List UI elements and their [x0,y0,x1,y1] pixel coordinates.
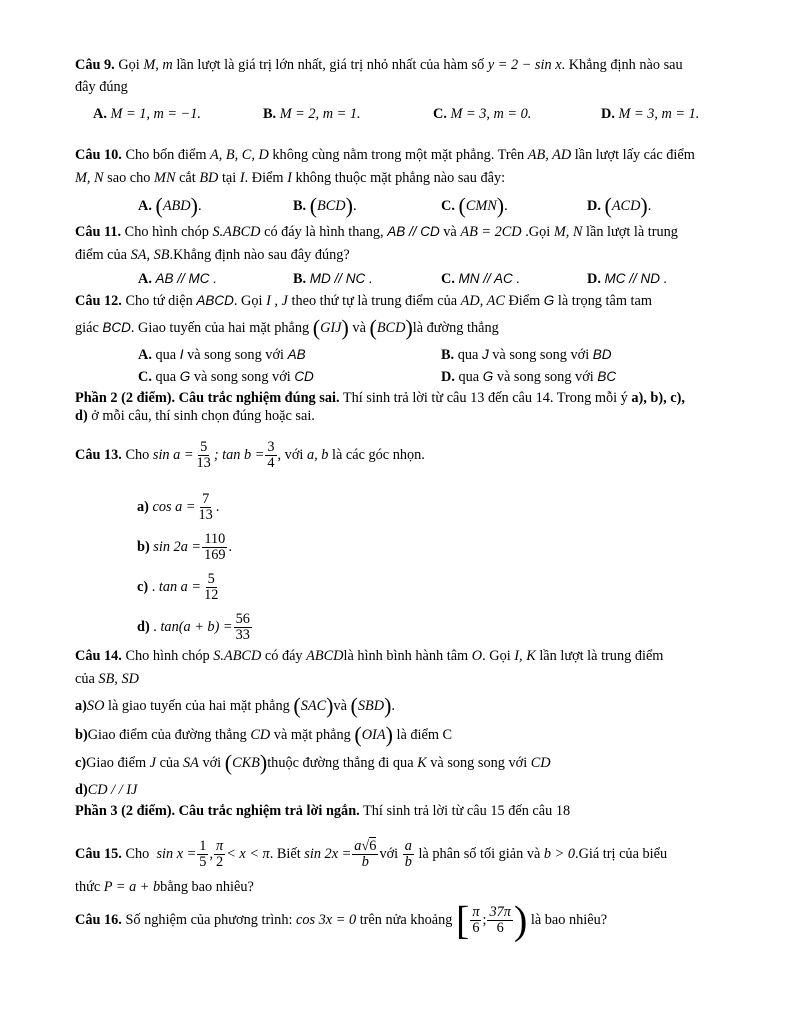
q12-text: Điểm [508,293,541,309]
fraction-numerator: π [472,904,480,921]
q11-text: có đáy là hình thang, [264,224,384,240]
item-plane: SBD [357,698,385,714]
fraction-denominator: 33 [235,627,250,644]
q10-option-c: C. (CMN). [441,193,508,218]
q16-text: là bao nhiêu? [530,912,608,928]
q12-plane: BCD [376,320,406,336]
q13-math: sin a = [152,447,194,463]
option-math: CD [294,369,314,384]
q9-number: Câu 9. [75,57,115,73]
option-text: qua [458,369,480,385]
option-value: M = 2, m = 1. [279,106,361,122]
q10-math: MN [154,170,176,186]
option-math: BD [592,347,612,362]
item-label: a) [137,499,149,515]
fraction-denominator: 6 [472,920,480,937]
item-math: tan(a + b) = [160,619,233,635]
q12-option-c [138,368,314,386]
q10-option-a: A. (ABD). [138,193,202,218]
option-label: C. [433,106,447,122]
fraction-numerator: π [216,838,224,855]
q14-math: ABCD [306,648,344,664]
q9-text: . Khẳng định nào sau [561,57,683,73]
q12-number: Câu 12. [75,293,122,309]
q11-line1 [75,223,678,241]
q12-text: giác [75,320,99,336]
item-text: là điểm C [396,727,453,743]
option-label: A. [138,271,152,287]
q15-fraction [403,839,414,870]
option-text: qua [457,347,479,363]
q15-math: < x < π [226,846,270,862]
q11-number: Câu 11. [75,224,122,240]
option-text: qua [155,369,177,385]
option-label: C. [441,198,455,214]
q12-text: Cho tứ diện [125,293,193,309]
q16-text: Số nghiệm của phương trình: [125,912,293,928]
q13-text: , với [277,447,304,463]
q15-line2 [75,878,254,896]
fraction-denominator: b [361,854,369,871]
q9-line1 [75,56,683,74]
fraction-denominator: 12 [204,587,219,604]
option-text: qua [155,347,177,363]
item-plane: OIA [361,727,386,743]
q15-text: bằng bao nhiêu? [160,879,254,895]
option-label: D. [587,198,601,214]
q11-math: AB = 2CD [460,224,522,240]
fraction-denominator: 4 [267,455,275,472]
q9-math: M, m [143,57,173,73]
fraction-denominator: 13 [198,507,213,524]
q12-text: là đường thẳng [412,320,499,336]
q14-math: S.ABCD [213,648,262,664]
item-math: J [149,755,156,771]
part2-text: d) [75,408,88,424]
item-text: và mặt phẳng [273,727,351,743]
q10-line2 [75,169,505,187]
q11-option-a [138,270,217,288]
q12-text: và [352,320,366,336]
part2-title: Phần 2 (2 điểm). Câu trắc nghiệm đúng sai. [75,390,340,406]
item-math: tan a = [158,579,202,595]
q10-text: . Điểm [244,170,284,186]
option-value: M = 1, m = −1. [110,106,201,122]
q10-math: I [287,170,292,186]
q15-fraction [197,839,208,870]
option-label: B. [293,198,307,214]
q14-text: lần lượt là trung điểm [539,648,664,664]
q10-number: Câu 10. [75,147,122,163]
q10-option-d: D. (ACD). [587,193,652,218]
q10-text: sao cho [107,170,151,186]
option-math: BC [597,369,617,384]
option-value: M = 3, m = 0. [450,106,532,122]
q13-item-d [137,610,253,644]
q10-text: không thuộc mặt phẳng nào sau đây: [295,170,506,186]
item-text: . [215,499,220,515]
part2-line2 [75,407,315,425]
q14-item-d [75,781,137,799]
q16-fraction [470,905,481,936]
q12-math: I , J [266,293,288,309]
q12-text: . Giao tuyến của hai mặt phẳng [130,320,310,336]
q16-number: Câu 16. [75,912,122,928]
q12-text: là trọng tâm tam [557,293,652,309]
q15-number: Câu 15. [75,846,122,862]
q13-fraction [195,440,213,471]
option-value: AB // MC . [155,271,217,286]
item-text: Giao điểm [86,755,147,771]
q16-text: trên nửa khoảng [359,912,453,928]
q11-math: AB // CD [387,224,440,239]
option-value: ACD [611,198,641,214]
fraction-denominator: 169 [204,547,226,564]
q14-item-c: c)Giao điểm J của SA với (CKB)thuộc đường thẳng đi qua K và song song với CD [75,750,551,775]
q13-item-b [137,530,232,564]
q12-math: ABCD [196,293,234,308]
q10-math: M, N [75,170,104,186]
option-value: M = 3, m = 1. [618,106,700,122]
fraction-denominator: 5 [199,854,207,871]
item-math: CD / / IJ [87,782,138,798]
item-fraction [197,492,215,523]
q14-math: I, K [514,648,536,664]
option-label: B. [293,271,307,287]
item-label: d) [137,619,150,635]
q14-line1 [75,647,663,665]
item-math: K [417,755,427,771]
fraction-numerator: 56 [235,611,250,628]
q15-text: .Giá trị của biểu [575,846,668,862]
q12-math: BCD [102,320,131,335]
q12-math: G [543,293,555,308]
fraction-numerator: a [354,838,362,855]
item-text: của [159,755,180,771]
q11-math: SA, SB [130,247,170,263]
item-text: với [202,755,222,771]
q16-math: cos 3x = 0 [296,912,357,928]
q11-text: điểm của [75,247,128,263]
item-math: CD [250,727,271,743]
q13-math: ; tan b = [213,447,265,463]
item-math: cos a = [152,499,196,515]
q9-text: đây đúng [75,79,128,95]
q13-line1 [75,438,425,472]
q15-math: sin 2x = [304,846,352,862]
part3-text: Thí sinh trả lời từ câu 15 đến câu 18 [363,803,571,819]
item-label: c) [75,755,87,771]
q11-math: M, N [553,224,583,240]
fraction-numerator: 37π [489,904,511,921]
q10-text: không cùng nằm trong một mặt phẳng. Trên [272,147,525,163]
item-text: . [228,539,233,555]
q13-text: Cho [125,447,150,463]
item-plane: SAC [300,698,327,714]
part2-text: a), b), c), [631,390,685,406]
q9-line2 [75,78,128,96]
item-label: b) [75,727,88,743]
q11-text: .Gọi [525,224,551,240]
q13-item-c [137,570,221,604]
q12-line2: giác BCD. Giao tuyến của hai mặt phẳng (GIJ) và (BCD)là đường thẳng [75,315,499,340]
sqrt-radicand: 6 [369,838,377,855]
q9-option-c [433,105,531,123]
q11-text: lần lượt là trung [586,224,678,240]
q9-text: Gọi [118,57,140,73]
item-text: thuộc đường thẳng đi qua [267,755,414,771]
q12-text: theo thứ tự là trung điểm của [291,293,458,309]
fraction-numerator: 3 [267,439,275,456]
q12-math: AD, AC [460,293,505,309]
q15-text: Cho [125,846,150,862]
q16-fraction [487,905,512,936]
option-label: A. [93,106,107,122]
q10-text: cắt [179,170,196,186]
item-text: . [391,698,395,714]
q9-option-d [601,105,699,123]
item-label: b) [137,539,150,555]
q14-number: Câu 14. [75,648,122,664]
q10-text: Cho bốn điểm [125,147,207,163]
item-math: sin 2a = [153,539,202,555]
option-text: và song song với [496,369,594,385]
q12-option-a [138,346,306,364]
option-text: và song song với [492,347,590,363]
item-text: và song song với [430,755,528,771]
q11-option-c [441,270,520,288]
q14-line2 [75,670,139,688]
part3-line [75,802,570,820]
fraction-numerator: 110 [204,531,226,548]
q16-line: Câu 16. Số nghiệm của phương trình: cos 3x = 0 trên nửa khoảng [ $\frac{\pi}{6}$ ; $\frac{37\pi}{6}$ ) là bao nhiêu? [75,897,608,943]
q14-text: . Gọi [482,648,511,664]
q13-item-a [137,490,219,524]
q13-number: Câu 13. [75,447,122,463]
q12-text: . Gọi [233,293,263,309]
q15-line1 [75,836,667,872]
option-math: G [179,369,191,384]
q14-item-a: a)SO là giao tuyến của hai mặt phẳng (SAC)và (SBD). [75,693,395,718]
q13-fraction [265,440,276,471]
fraction-denominator: 2 [216,854,224,871]
fraction-numerator: a [404,838,412,855]
option-label: D. [441,369,455,385]
q14-text: Cho hình chóp [125,648,210,664]
item-label: a) [75,698,87,714]
option-text: và song song với [187,347,284,363]
q9-option-a [93,105,201,123]
fraction-denominator: 13 [196,455,211,472]
part3-title: Phần 3 (2 điểm). Câu trắc nghiệm trả lời ngắn. [75,803,360,819]
q15-math: b > 0 [543,846,576,862]
item-fraction [202,532,227,563]
q14-math: SB, SD [98,671,139,687]
q10-text: lần lượt lấy các điểm [574,147,695,163]
part2-text: ở mỗi câu, thí sinh chọn đúng hoặc sai. [91,408,315,424]
q11-math: S.ABCD [212,224,261,240]
q15-text: . Biết [269,846,301,862]
fraction-numerator: 1 [199,838,207,855]
option-math: AB [287,347,306,362]
option-value: BCD [317,198,346,214]
option-label: B. [263,106,277,122]
item-math: CD [530,755,551,771]
q14-text: của [75,671,95,687]
item-text: . [153,619,157,635]
q14-text: có đáy [264,648,303,664]
q11-text: và [443,224,457,240]
q12-plane: GIJ [320,320,342,336]
q15-text: thức [75,879,101,895]
q15-text: , [209,846,214,862]
q12-option-b [441,346,612,364]
item-text: Giao điểm của đường thẳng [87,727,247,743]
q15-fraction: $\frac{a√6}{b}$ [354,838,377,871]
option-value: MC // ND . [604,271,668,286]
item-math: SA [183,755,199,771]
item-text: là giao tuyến của hai mặt phẳng [107,698,290,714]
option-label: B. [441,347,455,363]
q11-line2 [75,246,350,264]
fraction-denominator: 6 [496,920,504,937]
option-math: J [481,347,489,362]
q10-math: A, B, C, D [210,147,269,163]
item-text: . [151,579,156,595]
q14-item-b: b)Giao điểm của đường thẳng CD và mặt phẳng (OIA) là điểm C [75,722,453,747]
q12-option-d [441,368,616,386]
item-plane: CKB [232,755,260,771]
q13-text: là các góc nhọn. [331,447,425,463]
q12-line1 [75,292,652,310]
q15-text: là phân số tối giản và [418,846,541,862]
item-math: SO [86,698,105,714]
item-label: c) [137,579,149,595]
q9-text: lần lượt là giá trị lớn nhất, giá trị nhỏ nhất của hàm số [176,57,485,73]
fraction-denominator: b [404,854,412,871]
item-label: d) [75,782,88,798]
option-value: MD // NC . [309,271,373,286]
option-math: I [179,347,184,362]
q11-text: Cho hình chóp [124,224,209,240]
q9-function: y = 2 − sin x [487,57,562,73]
option-label: D. [601,106,615,122]
q11-option-d [587,270,667,288]
fraction-numerator: 5 [207,571,215,588]
q9-option-b [263,105,361,123]
option-label: C. [138,369,152,385]
option-value: ABD [162,198,191,214]
option-label: D. [587,271,601,287]
q10-text: tại [221,170,237,186]
q15-text: với [379,846,399,862]
option-value: MN // AC . [458,271,521,286]
fraction-numerator: 7 [202,491,210,508]
q11-text: .Khẳng định nào sau đây đúng? [169,247,350,263]
q10-math: I [239,170,245,186]
q11-option-b [293,270,373,288]
q14-math: O [471,648,483,664]
q10-math: BD [199,170,219,186]
q10-option-b: B. (BCD). [293,193,357,218]
q10-line1 [75,146,695,164]
q13-math: a, b [306,447,329,463]
option-value: CMN [465,198,497,214]
fraction-numerator: 5 [200,439,208,456]
item-fraction [202,572,220,603]
q14-text: là hình bình hành tâm [343,648,469,664]
option-label: A. [138,198,152,214]
option-label: A. [138,347,152,363]
q15-math: sin x = [156,846,197,862]
part2-text: Thí sinh trả lời từ câu 13 đến câu 14. Trong mỗi ý [342,390,628,406]
option-label: C. [441,271,455,287]
part2-line1 [75,389,685,407]
q15-math: P = a + b [103,879,161,895]
q15-fraction [214,839,225,870]
option-text: và song song với [193,369,291,385]
q10-math: AB, AD [527,147,572,163]
option-math: G [482,369,494,384]
item-fraction [234,612,252,643]
item-text: và [333,698,347,714]
